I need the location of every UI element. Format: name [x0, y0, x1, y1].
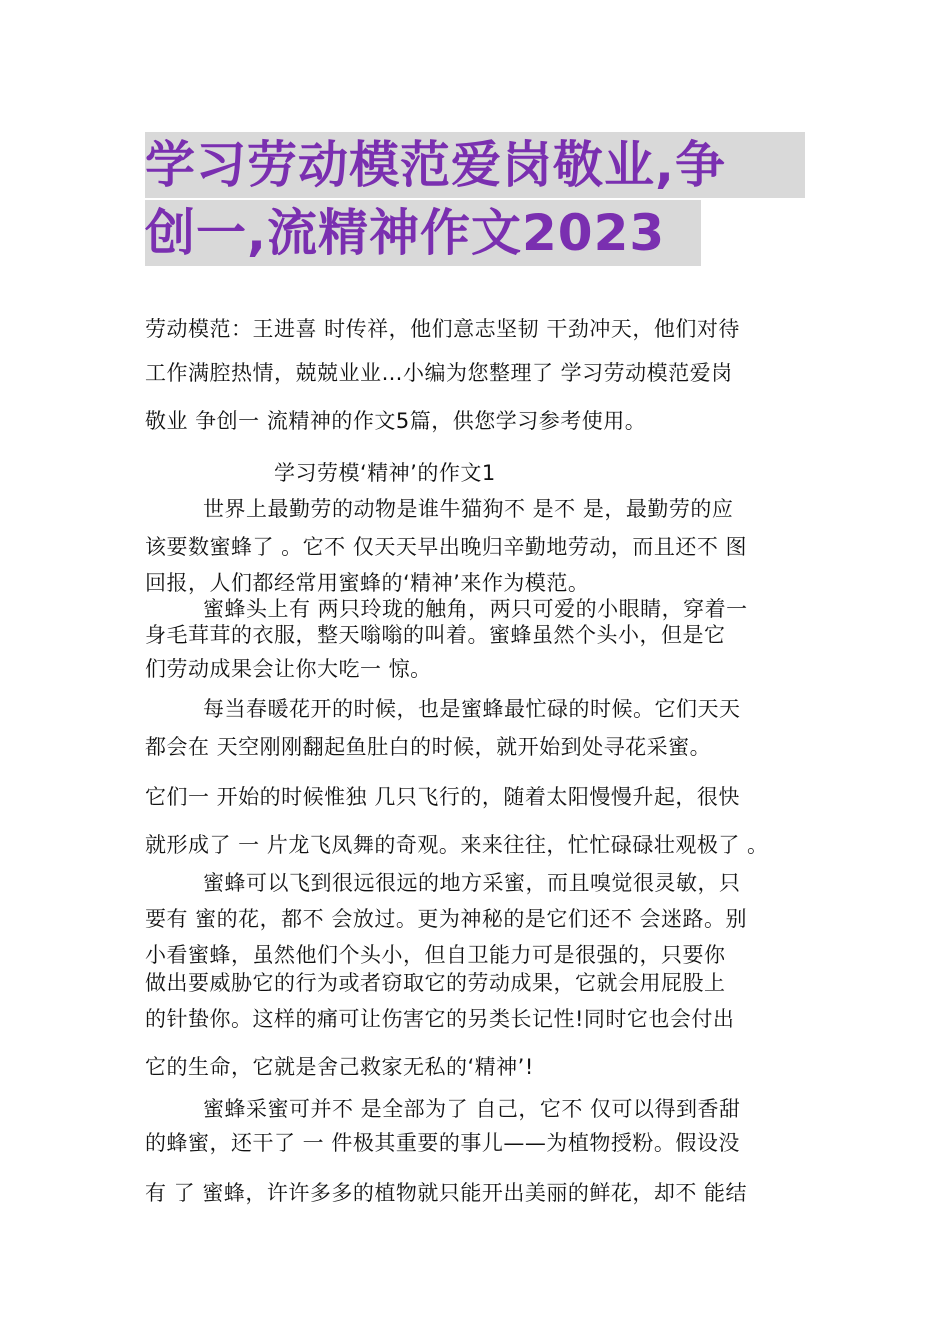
paragraph-line: 就形成了 一 片龙飞凤舞的奇观。来来往往，忙忙碌碌壮观极了 。: [145, 833, 769, 857]
paragraph-line: 做出要威胁它的行为或者窃取它的劳动成果，它就会用屁股上: [145, 971, 726, 995]
paragraph-line: 该要数蜜蜂了 。它不 仅天天早出晚归辛勤地劳动，而且还不 图: [145, 535, 748, 559]
paragraph-line: 都会在 天空刚刚翻起鱼肚白的时候，就开始到处寻花采蜜。: [145, 735, 712, 759]
intro-line: 劳动模范：王进喜 时传祥，他们意志坚韧 干劲冲天，他们对待: [145, 317, 740, 341]
paragraph-line: 要有 蜜的花，都不 会放过。更为神秘的是它们还不 会迷路。别: [145, 907, 748, 931]
paragraph-line: 的针蛰你。这样的痛可让伤害它的另类长记性!同时它也会付出: [145, 1007, 735, 1031]
intro-line: 工作满腔热情，兢兢业业…小编为您整理了 学习劳动模范爱岗: [145, 361, 733, 385]
paragraph-line: 的蜂蜜，还干了 一 件极其重要的事儿——为植物授粉。假设没: [145, 1131, 740, 1155]
paragraph-line: 蜜蜂头上有 两只玲珑的触角，两只可爱的小眼睛，穿着一: [203, 597, 748, 621]
paragraph-line: 每当春暖花开的时候，也是蜜蜂最忙碌的时候。它们天天: [203, 697, 741, 721]
intro-line: 敬业 争创一 流精神的作文5篇，供您学习参考使用。: [145, 409, 647, 433]
paragraph-line: 回报，人们都经常用蜜蜂的‘精神’来作为模范。: [145, 571, 590, 595]
paragraph-line: 世界上最勤劳的动物是谁牛猫狗不 是不 是，最勤劳的应: [203, 497, 734, 521]
paragraph-line: 身毛茸茸的衣服，整天嗡嗡的叫着。蜜蜂虽然个头小，但是它: [145, 623, 726, 647]
document-title-line-1: 学习劳动模范爱岗敬业,争: [145, 132, 805, 198]
paragraph-line: 有 了 蜜蜂，许许多多的植物就只能开出美丽的鲜花，却不 能结: [145, 1181, 748, 1205]
paragraph-line: 蜜蜂采蜜可并不 是全部为了 自己，它不 仅可以得到香甜: [203, 1097, 741, 1121]
paragraph-line: 小看蜜蜂，虽然他们个头小，但自卫能力可是很强的，只要你: [145, 943, 726, 967]
paragraph-line: 它的生命，它就是舍己救家无私的‘精神’!: [145, 1055, 534, 1079]
paragraph-line: 们劳动成果会让你大吃一 惊。: [145, 657, 432, 681]
document-title-line-2: 创一,流精神作文2023: [145, 200, 701, 266]
essay-title: 学习劳模‘精神’的作文1: [274, 461, 496, 485]
paragraph-line: 它们一 开始的时候惟独 几只飞行的，随着太阳慢慢升起，很快: [145, 785, 740, 809]
paragraph-line: 蜜蜂可以飞到很远很远的地方采蜜，而且嗅觉很灵敏，只: [203, 871, 741, 895]
